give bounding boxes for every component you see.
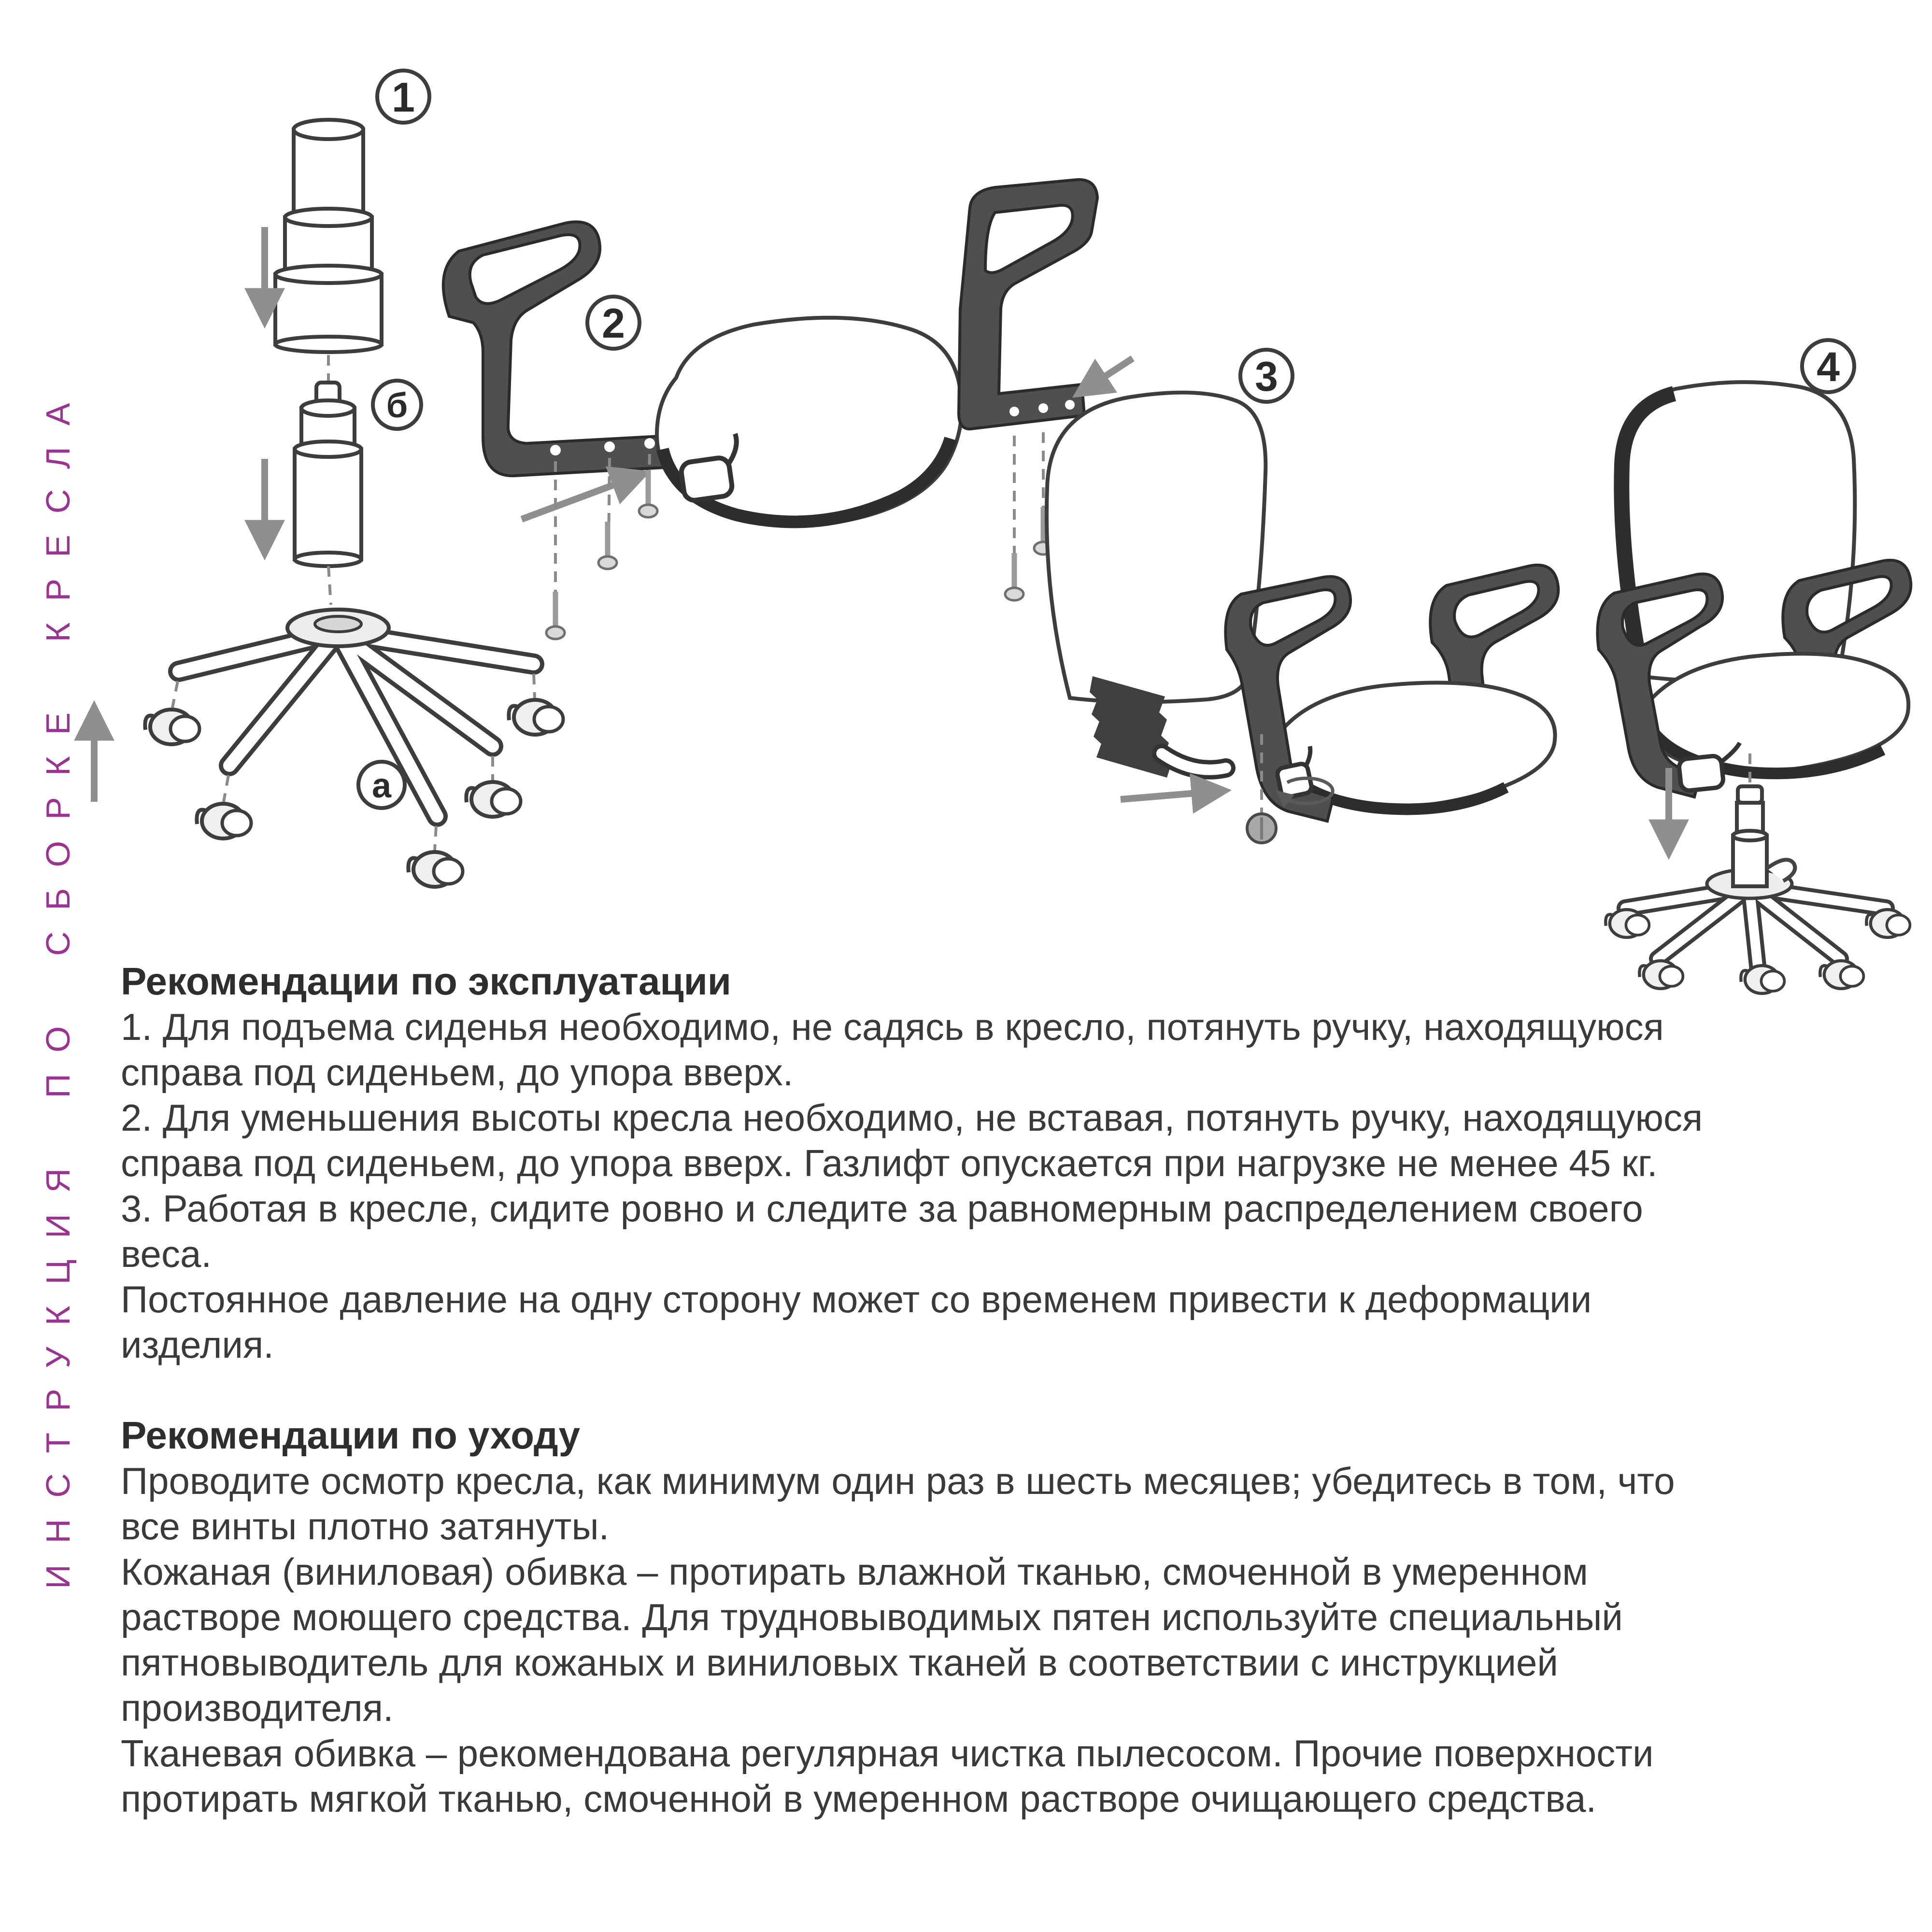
operation-line: Постоянное давление на одну сторону может со временем привести к деформации xyxy=(121,1278,1592,1321)
step-3-diagram xyxy=(1047,350,1558,843)
caster-icon xyxy=(408,852,463,887)
vertical-title: ИНСТРУКЦИЯ ПО СБОРКЕ КРЕСЛА xyxy=(39,382,77,1589)
operation-line: 2. Для уменьшения высоты кресла необходимо, не вставая, потянуть ручку, находящуюся xyxy=(121,1096,1703,1139)
part-label-b: б xyxy=(386,386,408,425)
care-line: Кожаная (виниловая) обивка – протирать влажной тканью, смоченной в умеренном xyxy=(121,1550,1588,1593)
operation-line: справа под сиденьем, до упора вверх. xyxy=(121,1051,794,1094)
screw-icon xyxy=(639,470,657,517)
care-line: растворе моющего средства. Для трудновыводимых пятен используйте специальный xyxy=(121,1596,1623,1638)
base-drawing xyxy=(145,610,563,887)
operation-line: веса. xyxy=(121,1233,212,1275)
badge-number: 2 xyxy=(602,300,625,347)
gas-lift-drawing xyxy=(295,383,361,566)
right-armrest-drawing xyxy=(959,180,1097,429)
caster-icon xyxy=(1866,909,1910,938)
care-line: все винты плотно затянуты. xyxy=(121,1505,610,1548)
care-line: Проводите осмотр кресла, как минимум один раз в шесть месяцев; убедитесь в том, что xyxy=(121,1460,1675,1502)
step-2-badge xyxy=(587,297,639,349)
dashed-guide xyxy=(328,566,331,605)
step-3-badge xyxy=(1240,350,1293,402)
care-line: производителя. xyxy=(121,1687,394,1729)
step-1-badge xyxy=(377,71,429,123)
left-arrow-icon xyxy=(1093,358,1133,384)
text-sections xyxy=(121,959,1703,1821)
step-4-badge xyxy=(1802,340,1854,392)
step-2-diagram xyxy=(443,180,1133,639)
screw-icon xyxy=(1005,553,1023,600)
screw-icon xyxy=(546,592,565,639)
caster-icon xyxy=(1741,966,1784,994)
base-label-badge xyxy=(358,762,405,808)
caster-icon xyxy=(466,782,521,817)
badge-number: 3 xyxy=(1255,354,1278,400)
badge-number: 4 xyxy=(1817,344,1840,390)
caster-icon xyxy=(509,700,563,735)
caster-icon xyxy=(197,804,251,838)
screw-icon xyxy=(598,522,617,569)
care-line: Тканевая обивка – рекомендована регулярная чистка пылесосом. Прочие поверхности xyxy=(121,1732,1654,1775)
care-heading: Рекомендации по уходу xyxy=(121,1414,581,1457)
gas-lift-label-badge xyxy=(373,381,421,429)
badge-number: 1 xyxy=(392,74,415,121)
operation-line: 3. Работая в кресле, сидите ровно и следите за равномерным распределением своего xyxy=(121,1187,1643,1230)
step-1-diagram xyxy=(94,71,563,887)
right-arrow-icon xyxy=(522,480,628,519)
seat-drawing xyxy=(1274,682,1555,809)
operation-line: справа под сиденьем, до упора вверх. Газлифт опускается при нагрузке не менее 45 кг. xyxy=(121,1142,1658,1184)
right-arrow-icon xyxy=(1121,792,1208,799)
operation-heading: Рекомендации по эксплуатации xyxy=(121,960,731,1003)
care-line: протирать мягкой тканью, смоченной в умеренном растворе очищающего средства. xyxy=(121,1777,1597,1820)
care-line: пятновыводитель для кожаных и виниловых тканей в соответствии с инструкцией xyxy=(121,1641,1558,1684)
caster-icon xyxy=(145,710,199,744)
gas-lift-drawing xyxy=(1733,786,1795,886)
column-cover-drawing xyxy=(275,120,382,352)
operation-line: изделия. xyxy=(121,1323,274,1366)
step-4-diagram xyxy=(1597,340,1911,994)
part-label-a: а xyxy=(371,767,392,805)
caster-icon xyxy=(1820,961,1863,989)
section-gap xyxy=(121,1367,1703,1413)
operation-line: 1. Для подъема сиденья необходимо, не садясь в кресло, потянуть ручку, находящуюся xyxy=(121,1006,1664,1048)
